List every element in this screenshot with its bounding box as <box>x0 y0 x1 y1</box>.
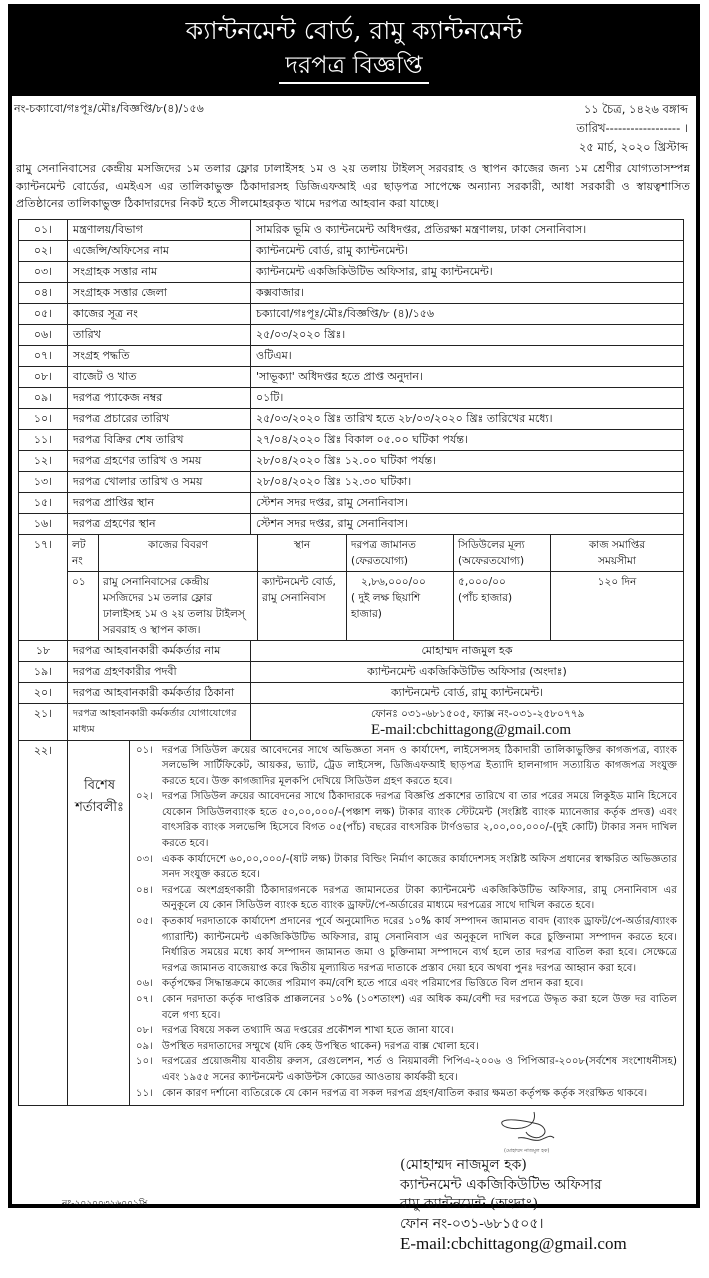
term-item <box>136 992 677 1023</box>
lot-header-row <box>68 535 683 572</box>
row-number: ২২। <box>19 740 68 1106</box>
term-item <box>136 789 677 851</box>
special-terms-label: বিশেষ শর্তাবলীঃ <box>68 741 130 1106</box>
row-value: মোহাম্মদ নাজমুল হক <box>251 640 684 661</box>
row-number: ১৬। <box>19 513 68 534</box>
term-item <box>136 883 677 914</box>
row-value: ২৭/০৪/২০২০ খ্রিঃ বিকাল ০৫.০০ ঘটিকা পর্যন্ত। <box>251 429 684 450</box>
org-title: ক্যান্টনমেন্ট বোর্ড, রামু ক্যান্টনমেন্ট <box>185 16 523 45</box>
row-number: ০৮। <box>19 366 68 387</box>
memo-number: নং-২০২০০৩২৬০০১সি <box>62 1199 148 1209</box>
meta-block <box>12 96 696 160</box>
row-value: সামরিক ভূমি ও ক্যান্টনমেন্ট অধিদপ্তর, প্রতিরক্ষা মন্ত্রণালয়, ঢাকা সেনানিবাস। <box>251 219 684 240</box>
term-text: কোন কারণ দর্শানো ব্যতিরেকে যে কোন দরপত্র বা সকল দরপত্র গ্রহণ/বাতিল করার ক্ষমতা কর্তৃপক্ষ কর্তৃক সংরক্ষিত থাকবে। <box>162 1087 648 1099</box>
row-number: ১০। <box>19 408 68 429</box>
term-number: ০১। <box>136 744 153 756</box>
header-schedule <box>454 535 551 572</box>
term-text: কর্তৃপক্ষের সিদ্ধান্তক্রমে কাজের পরিমাণ কম/বেশি হতে পারে এবং পরিমাপের ভিত্তিতে বিল প্রদান করা হবে। <box>162 978 584 990</box>
term-text: দরপত্রে অংশগ্রহণকারী ঠিকাদারগনকে দরপত্র জামানতের টাকা ক্যান্টনমেন্ট একজিকিউটিভ অফিসার, রামু সেনানিবাস এর অনুকূলে যে কোন সিডিউল ব্যাংক হতে ব্যাংক ড্রাফট/পে-অর্ডারের মাধ্যমে দরপত্রের সাথে দাখিল করতে হবে। <box>162 884 677 912</box>
lot-data-row <box>68 571 683 640</box>
term-item <box>136 914 677 976</box>
term-item <box>136 1039 677 1055</box>
table-row <box>19 282 684 303</box>
row-label: সংগ্রহ পদ্ধতি <box>68 345 251 366</box>
term-item <box>136 1023 677 1039</box>
header-completion-line1: কাজ সমাপ্তির <box>588 538 646 551</box>
term-text: কোন দরদাতা কর্তৃক দাপ্তরিক প্রাক্কলনের ১০% (১০শতাংশ) এর অধিক কম/বেশী দর দরপত্রে উদ্ধৃত করা হলে উক্ত দর বাতিল বলে গণ্য হবে। <box>162 994 677 1021</box>
date-block <box>576 100 688 157</box>
signature-icon <box>492 1110 562 1156</box>
table-row <box>19 513 684 534</box>
header-banner <box>12 8 696 96</box>
signer-email[interactable]: E-mail:cbchittagong@gmail.com <box>400 1234 627 1253</box>
row-label: কাজের সূত্র নং <box>68 303 251 324</box>
term-number: ০৮। <box>136 1025 153 1037</box>
special-terms-list <box>130 741 683 1106</box>
lot-row <box>19 534 684 640</box>
term-item <box>136 1086 677 1102</box>
term-number: ১১। <box>136 1087 153 1099</box>
table-row <box>19 324 684 345</box>
row-label: তারিখ <box>68 324 251 345</box>
lot-completion: ১২০ দিন <box>551 571 684 640</box>
signature-stamp-text: (মোহাম্মদ নাজমুল হক) <box>504 1148 550 1154</box>
tender-details-table <box>18 219 684 1107</box>
row-number: ০১। <box>19 219 68 240</box>
header-schedule-line1: সিডিউলের মূল্য <box>458 538 525 551</box>
table-row <box>19 661 684 682</box>
row-number: ২১। <box>19 703 68 740</box>
table-row <box>19 429 684 450</box>
table-row <box>19 450 684 471</box>
table-row <box>19 492 684 513</box>
row-number: ১৮ <box>19 640 68 661</box>
row-label: সংগ্রাহক সত্তার জেলা <box>68 282 251 303</box>
term-text: কৃতকার্য দরদাতাকে কার্যাদেশ প্রদানের পূর্বে অনুমোদিত দরের ১০% কার্য সম্পাদন জামানত বাবদ (ব্যাংক ড্রাফট/পে-অর্ডার/ব্যাংক গ্যারান্টি) ক্যান্টনমেন্ট একজিকিউটিভ অফিসার, রামু সেনানিবাস এর অনুকূলে দাখিল করে চুক্তিনামা সম্পাদন করতে হবে। নির্ধারিত সময়ের মধ্যে কার্য সম্পাদন জামানত জমা ও চুক্তিনামা সম্পাদনে ব্যর্থ হলে তার দরপত্র বাতিল করা হবে। সেক্ষেত্রে দরপত্র জামানত বাজেয়াপ্ত করে দ্বিতীয় মূল্যায়িত দরপত্র দাতাকে প্রস্তাব দেয়া হবে অথবা পুনঃ দরপত্র আহ্বান করা হবে। <box>162 916 677 974</box>
lot-table <box>68 535 683 640</box>
row-label: দরপত্র আহবানকারী কর্মকর্তার নাম <box>68 640 251 661</box>
security-words: ( দুই লক্ষ ছিয়াশি হাজার) <box>351 591 421 620</box>
reference-number: নং-চক্যাবো/গঃপূঃ/মৌঃ/বিজ্ঞপ্তি/৮(৪)/১৫৬ <box>14 102 204 115</box>
row-value: স্টেশন সদর দপ্তর, রামু সেনানিবাস। <box>251 492 684 513</box>
schedule-words: (পাঁচ হাজার) <box>458 591 513 604</box>
signer-phone: ফোন নং-০৩১-৬৮১৫০৫। <box>400 1215 544 1232</box>
header-security-line1: দরপত্র জামানত <box>351 538 416 551</box>
table-row <box>19 219 684 240</box>
date-bangla: ১১ চৈত্র, ১৪২৬ বঙ্গাব্দ <box>583 102 688 116</box>
row-value <box>251 703 684 740</box>
term-number: ০২। <box>136 791 153 803</box>
row-label: দরপত্র খোলার তারিখ ও সময় <box>68 471 251 492</box>
table-row <box>19 408 684 429</box>
schedule-amount: ৫,০০০/০০ <box>458 575 506 588</box>
lot-place: ক্যান্টনমেন্ট বোর্ড, রামু সেনানিবাস <box>258 571 347 640</box>
row-value: ২৮/০৪/২০২০ খ্রিঃ ১২.৩০ ঘটিকা। <box>251 471 684 492</box>
row-label: দরপত্র গ্রহণের তারিখ ও সময় <box>68 450 251 471</box>
lot-number: ০১ <box>68 571 99 640</box>
row-value: ক্যান্টনমেন্ট একজিকিউটিভ অফিসার (অংদাঃ) <box>251 661 684 682</box>
term-text: দরপত্রের প্রয়োজনীয় যাবতীয় রুলস, রেগুলেশন, শর্ত ও নিয়মাবলী পিপিএ-২০০৬ ও পিপিআর-২০০৮(সর্বশেষ সংশোধনীসহ) এবং ১৯৫৫ সনের ক্যান্টনমেন্ট একাউন্টস কোডের আওতায় কার্যকরী হবে। <box>162 1056 677 1083</box>
row-value: চক্যাবো/গঃপূঃ/মৌঃ/বিজ্ঞপ্তি/৮ (৪)/১৫৬ <box>251 303 684 324</box>
header-place: স্থান <box>258 535 347 572</box>
row-value: ০১টি। <box>251 387 684 408</box>
row-number: ১৩। <box>19 471 68 492</box>
term-text: দরপত্র সিডিউল ক্রয়ের আবেদনের সাথে ঠিকাদারকে দরপত্র বিজ্ঞপ্তি প্রকাশের তারিখে বা তার পরের সময়ে লিকুইড মানি হিসেবে যেকোন সিডিউলব্যাংক হতে ৫০,০০,০০০/-(পঞ্চাশ লক্ষ) টাকার ব্যাংক স্টেটমেন্ট (সংশ্লিষ্ট ব্যাংক ম্যানেজার কর্তৃক প্রদত্ত) এবং বাৎসরিক ব্যাংক সলভেন্সি হিসেবে বিগত ০৫(পাঁচ) বছরের বাৎসরিক টার্ণওভার ২,০০,০০,০০০/-(দুই কোটি) টাকার সনদ দাখিল করতে হবে। <box>162 791 677 850</box>
notice-frame <box>8 4 700 1208</box>
row-label: দরপত্র প্রচারের তারিখ <box>68 408 251 429</box>
term-item <box>136 976 677 992</box>
term-number: ০৪। <box>136 884 153 896</box>
signer-designation: ক্যান্টনমেন্ট একজিকিউটিভ অফিসার <box>400 1176 602 1193</box>
row-number: ১১। <box>19 429 68 450</box>
row-number: ০৩। <box>19 261 68 282</box>
row-label: দরপত্র প্যাকেজ নম্বর <box>68 387 251 408</box>
header-completion-line2: সময়সীমা <box>598 554 636 567</box>
security-amount: ২,৮৬,০০০/০০ <box>361 575 426 588</box>
term-item <box>136 852 677 883</box>
header-security-line2: (ফেরতযোগ্য) <box>351 554 409 567</box>
row-number: ০৫। <box>19 303 68 324</box>
header-lot-no: লট নং <box>68 535 99 572</box>
row-value: ২৫/০৩/২০২০ খ্রিঃ তারিখ হতে ২৮/০৩/২০২০ খ্রিঃ তারিখের মধ্যে। <box>251 408 684 429</box>
header-security <box>347 535 454 572</box>
header-schedule-line2: (অফেরতযোগ্য) <box>458 554 525 567</box>
row-number: ১৫। <box>19 492 68 513</box>
row-value: ক্যান্টনমেন্ট একজিকিউটিভ অফিসার, রামু ক্যান্টনমেন্ট। <box>251 261 684 282</box>
lot-security <box>347 571 454 640</box>
row-value: কক্সবাজার। <box>251 282 684 303</box>
table-row <box>19 261 684 282</box>
row-label: বাজেট ও খাত <box>68 366 251 387</box>
signature-lines <box>400 1156 627 1254</box>
date-english: ২৫ মার্চ, ২০২০ খ্রিস্টাব্দ <box>578 140 688 154</box>
term-number: ০৭। <box>136 994 153 1005</box>
row-number: ২০। <box>19 682 68 703</box>
table-row <box>19 303 684 324</box>
term-text: একক কার্যাদেশে ৬০,০০,০০০/-(ষাট লক্ষ) টাকার বিল্ডিং নির্মাণ কাজের কার্যাদেশসহ সংশ্লিষ্ট অফিস প্রধানের স্বাক্ষরিত অভিজ্ঞতার সনদ সংযুক্ত করতে হবে। <box>162 853 677 881</box>
row-number: ০৭। <box>19 345 68 366</box>
row-number: ০৪। <box>19 282 68 303</box>
table-row <box>19 366 684 387</box>
contact-email[interactable]: E-mail:cbchittagong@gmail.com <box>371 721 572 738</box>
term-text: দরপত্র বিষয়ে সকল তথ্যাদি অত্র দপ্তরের প্রকৌশল শাখা হতে জানা যাবে। <box>162 1025 454 1037</box>
contact-row <box>19 703 684 740</box>
table-row <box>19 345 684 366</box>
row-value: ক্যান্টনমেন্ট বোর্ড, রামু ক্যান্টনমেন্ট। <box>251 682 684 703</box>
signer-office: রামু ক্যান্টনমেন্ট (অংদাঃ) <box>400 1196 539 1212</box>
term-number: ১০। <box>136 1056 153 1068</box>
row-number: ০২। <box>19 240 68 261</box>
special-terms-row <box>19 740 684 1106</box>
term-number: ০৩। <box>136 853 153 865</box>
table-row <box>19 640 684 661</box>
term-text: দরপত্র সিডিউল ক্রয়ের আবেদনের সাথে অভিজ্ঞতা সনদ ও কার্যাদেশ, লাইসেন্সসহ ঠিকাদারী তালিকাভুক্তির কাগজপত্র, ব্যাংক সলভেন্সি সার্টিফিকেট, আয়কর, ভ্যাট, ট্রেড লাইসেন্স, ডিজিএফআই ছাড়পত্র ইত্যাদি হালনাগাদ সত্যায়িত কাগজপত্র সংযুক্ত করতে হবে। উক্ত কাগজাদির মূলকপি দেখিয়ে সিডিউল গ্রহণ করতে হবে। <box>162 744 677 787</box>
row-label: দরপত্র আহবানকারী কর্মকর্তার ঠিকানা <box>68 682 251 703</box>
row-label: দরপত্র গ্রহণকারীর পদবী <box>68 661 251 682</box>
phone-fax: ফোনঃ ০৩১-৬৮১৫০৫, ফ্যাক্স নং-০৩১-২৫৮০৭৭৯ <box>371 707 585 720</box>
row-label: দরপত্র গ্রহণের স্থান <box>68 513 251 534</box>
term-number: ০৯। <box>136 1040 153 1052</box>
lot-description: রামু সেনানিবাসের কেন্দ্রীয় মসজিদের ১ম তলার ফ্লোর ঢালাইসহ ১ম ও ২য় তলায় টাইলস্ সরবরাহ ও স্থাপন কাজ। <box>99 571 258 640</box>
signer-name: (মোহাম্মদ নাজমুল হক) <box>400 1157 527 1173</box>
date-label: তারিখ------------------ । <box>576 121 688 135</box>
row-number: ০৬। <box>19 324 68 345</box>
row-value: 'সাভূক্যা' অধিদপ্তর হতে প্রাপ্ত অনুদান। <box>251 366 684 387</box>
table-row <box>19 240 684 261</box>
term-number: ০৬। <box>136 978 153 990</box>
row-number: ১২। <box>19 450 68 471</box>
row-number: ১৭। <box>19 534 68 640</box>
row-number: ১৯। <box>19 661 68 682</box>
term-item <box>136 1054 677 1085</box>
row-value: স্টেশন সদর দপ্তর, রামু সেনানিবাস। <box>251 513 684 534</box>
row-value: ওটিএম। <box>251 345 684 366</box>
table-row <box>19 682 684 703</box>
row-label: মন্ত্রণালয়/বিভাগ <box>68 219 251 240</box>
row-value: ২৫/০৩/২০২০ খ্রিঃ। <box>251 324 684 345</box>
lot-schedule-price <box>454 571 551 640</box>
term-number: ০৫। <box>136 916 153 928</box>
row-value: ক্যান্টনমেন্ট বোর্ড, রামু ক্যান্টনমেন্ট। <box>251 240 684 261</box>
table-row <box>19 471 684 492</box>
table-row <box>19 387 684 408</box>
notice-title: দরপত্র বিজ্ঞপ্তি <box>279 48 428 84</box>
row-number: ০৯। <box>19 387 68 408</box>
row-value: ২৮/০৪/২০২০ খ্রিঃ ১২.০০ ঘটিকা পর্যন্ত। <box>251 450 684 471</box>
intro-paragraph: রামু সেনানিবাসের কেন্দ্রীয় মসজিদের ১ম তলার ফ্লোর ঢালাইসহ ১ম ও ২য় তলায় টাইলস্ সরবরাহ ও স্থাপন কাজের জন্য ১ম শ্রেণীর যোগ্যতাসম্পন্ন ক্যান্টনমেন্ট বোর্ডের, এমইএস এর তালিকাভুক্ত ঠিকাদারসহ ডিজিএফআই এর ছাড়পত্র সাপেক্ষে অন্যান্য সরকারী, আধা সরকারী ও স্বায়ত্বশাসিত প্রতিষ্ঠানের তালিকাভুক্ত ঠিকাদারদের নিকট হতে সীলমোহরকৃত খামে দরপত্র আহবান করা যাচ্ছে। <box>16 162 690 210</box>
row-label: এজেন্সি/অফিসের নাম <box>68 240 251 261</box>
header-description: কাজের বিবরণ <box>99 535 258 572</box>
row-label: দরপত্র প্রাপ্তির স্থান <box>68 492 251 513</box>
term-item <box>136 743 677 790</box>
row-label: দরপত্র বিক্রির শেষ তারিখ <box>68 429 251 450</box>
term-text: উপস্থিত দরদাতাদের সম্মুখে (যদি কেহ উপস্থিত থাকেন) দরপত্র বাক্স খোলা হবে। <box>162 1040 479 1052</box>
row-label: সংগ্রাহক সত্তার নাম <box>68 261 251 282</box>
row-label: দরপত্র আহবানকারী কর্মকর্তার যোগাযোগের মাধ্যম <box>68 703 251 740</box>
header-completion <box>551 535 684 572</box>
